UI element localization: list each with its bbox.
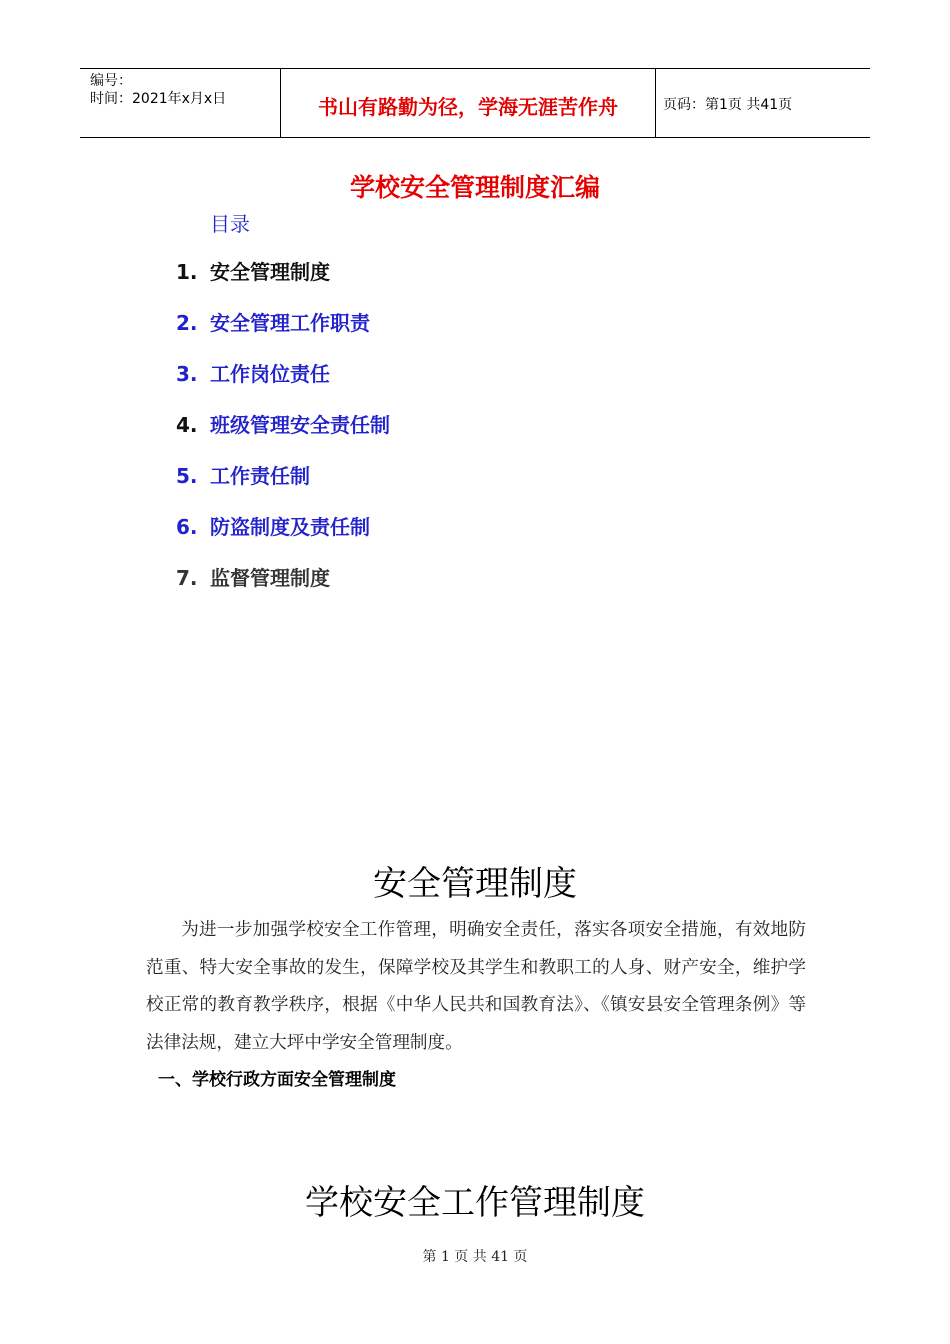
toc-item-number: 2. (176, 311, 198, 335)
header-meta-cell (80, 69, 280, 137)
toc-item-number: 3. (176, 362, 198, 386)
table-of-contents (176, 258, 390, 615)
toc-item-text: 监督管理制度 (210, 566, 330, 590)
section-intro-paragraph: 为进一步加强学校安全工作管理，明确安全责任，落实各项安全措施，有效地防范重、特大安全事故的发生，保障学校及其学生和教职工的人身、财产安全，维护学校正常的教育教学秩序，根据《中华人民共和国教育法》、《镇安县安全管理条例》等法律法规，建立大坪中学安全管理制度。 (146, 920, 806, 1053)
section-title-school-safety-work: 学校安全工作管理制度 (305, 1183, 645, 1223)
toc-item-6[interactable] (176, 513, 390, 564)
toc-item-4[interactable] (176, 411, 390, 462)
toc-item-text: 工作岗位责任 (210, 362, 330, 386)
header-page-info: 页码：第1页 共41页 (663, 97, 793, 113)
subsection-heading: 一、学校行政方面安全管理制度 (158, 1070, 396, 1090)
header-page-cell (655, 69, 870, 137)
toc-item-text: 安全管理制度 (210, 260, 330, 284)
header-motto-cell (280, 69, 656, 137)
toc-item-number: 1. (176, 260, 198, 284)
toc-item-number: 5. (176, 464, 198, 488)
toc-item-5[interactable] (176, 462, 390, 513)
toc-item-text: 班级管理安全责任制 (210, 413, 390, 437)
page-header-table (80, 68, 870, 138)
toc-item-number: 7. (176, 566, 198, 590)
toc-item-text: 安全管理工作职责 (210, 311, 370, 335)
document-date-label: 时间：2021年x月x日 (90, 91, 227, 107)
document-title: 学校安全管理制度汇编 (349, 173, 600, 202)
toc-item-text: 工作责任制 (210, 464, 310, 488)
toc-item-text: 防盗制度及责任制 (210, 515, 370, 539)
toc-item-number: 6. (176, 515, 198, 539)
header-motto: 书山有路勤为径，学海无涯苦作舟 (318, 95, 618, 119)
document-number-label: 编号： (90, 73, 132, 89)
toc-item-2[interactable] (176, 309, 390, 360)
section-title-safety-management: 安全管理制度 (373, 864, 577, 904)
page-footer: 第 1 页 共 41 页 (422, 1249, 528, 1265)
toc-item-1[interactable] (176, 258, 390, 309)
toc-item-number: 4. (176, 413, 198, 437)
toc-heading: 目录 (210, 212, 250, 236)
toc-item-7[interactable] (176, 564, 390, 615)
toc-item-3[interactable] (176, 360, 390, 411)
